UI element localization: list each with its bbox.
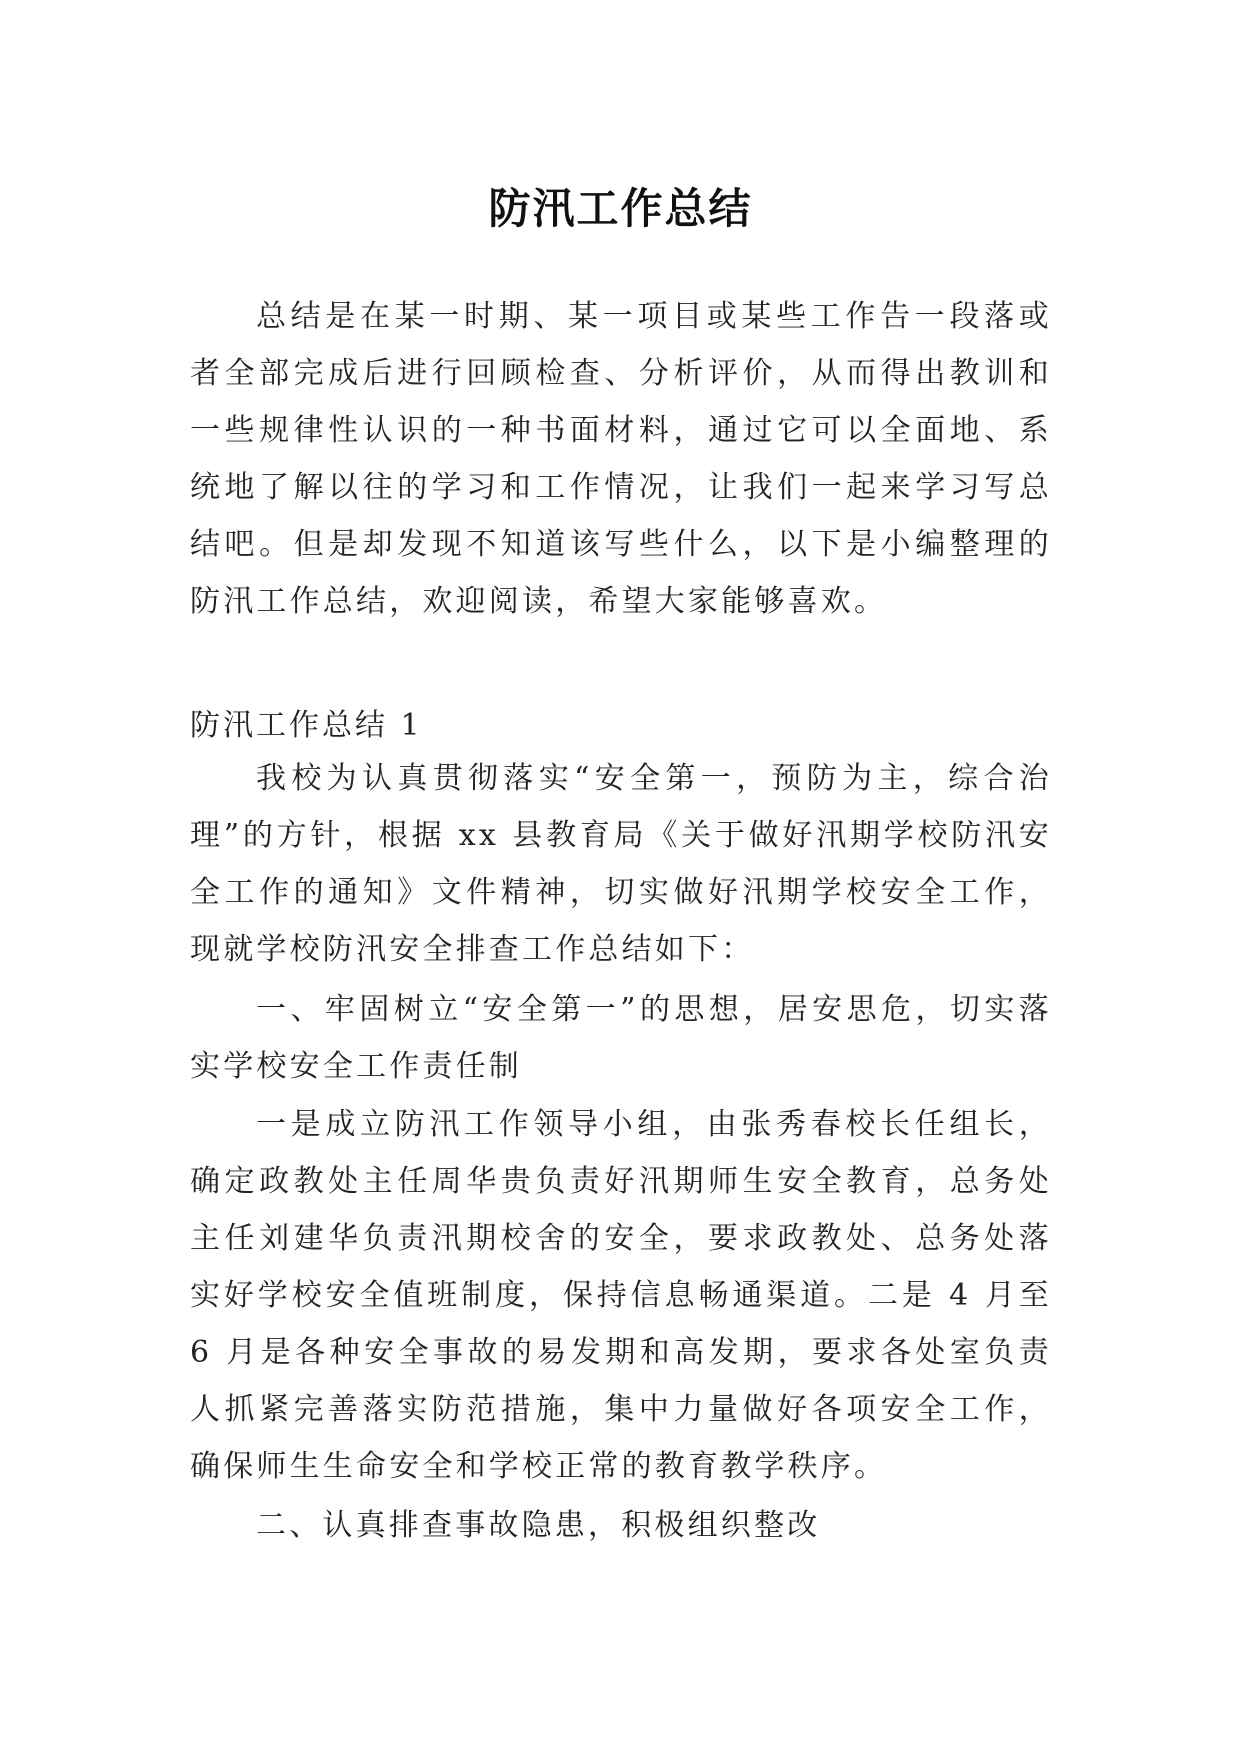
section-heading: 防汛工作总结 1 xyxy=(190,708,423,743)
subheading-paragraph: 二、认真排查事故隐患，积极组织整改 xyxy=(256,1508,821,1543)
subheading-paragraph: 一、牢固树立“安全第一”的思想，居安思危，切实落实学校安全工作责任制 xyxy=(190,992,1052,1084)
body-paragraph: 我校为认真贯彻落实“安全第一，预防为主，综合治理”的方针，根据 xx 县教育局《关于做好汛期学校防汛安全工作的通知》文件精神，切实做好汛期学校安全工作，现就学校防汛安全排查工作总结如下： xyxy=(190,761,1052,967)
document-title: 防汛工作总结 xyxy=(488,184,753,234)
body-paragraph: 一是成立防汛工作领导小组，由张秀春校长任组长，确定政教处主任周华贵负责好汛期师生安全教育，总务处主任刘建华负责汛期校舍的安全，要求政教处、总务处落实好学校安全值班制度，保持信息畅通渠道。二是 4 月至 6 月是各种安全事故的易发期和高发期，要求各处室负责人抓紧完善落实防范措施，集中力量做好各项安全工作，确保师生生命安全和学校正常的教育教学秩序。 xyxy=(190,1107,1052,1484)
intro-paragraph: 总结是在某一时期、某一项目或某些工作告一段落或者全部完成后进行回顾检查、分析评价，从而得出教训和一些规律性认识的一种书面材料，通过它可以全面地、系统地了解以往的学习和工作情况，让我们一起来学习写总结吧。但是却发现不知道该写些什么，以下是小编整理的防汛工作总结，欢迎阅读，希望大家能够喜欢。 xyxy=(190,299,1052,619)
